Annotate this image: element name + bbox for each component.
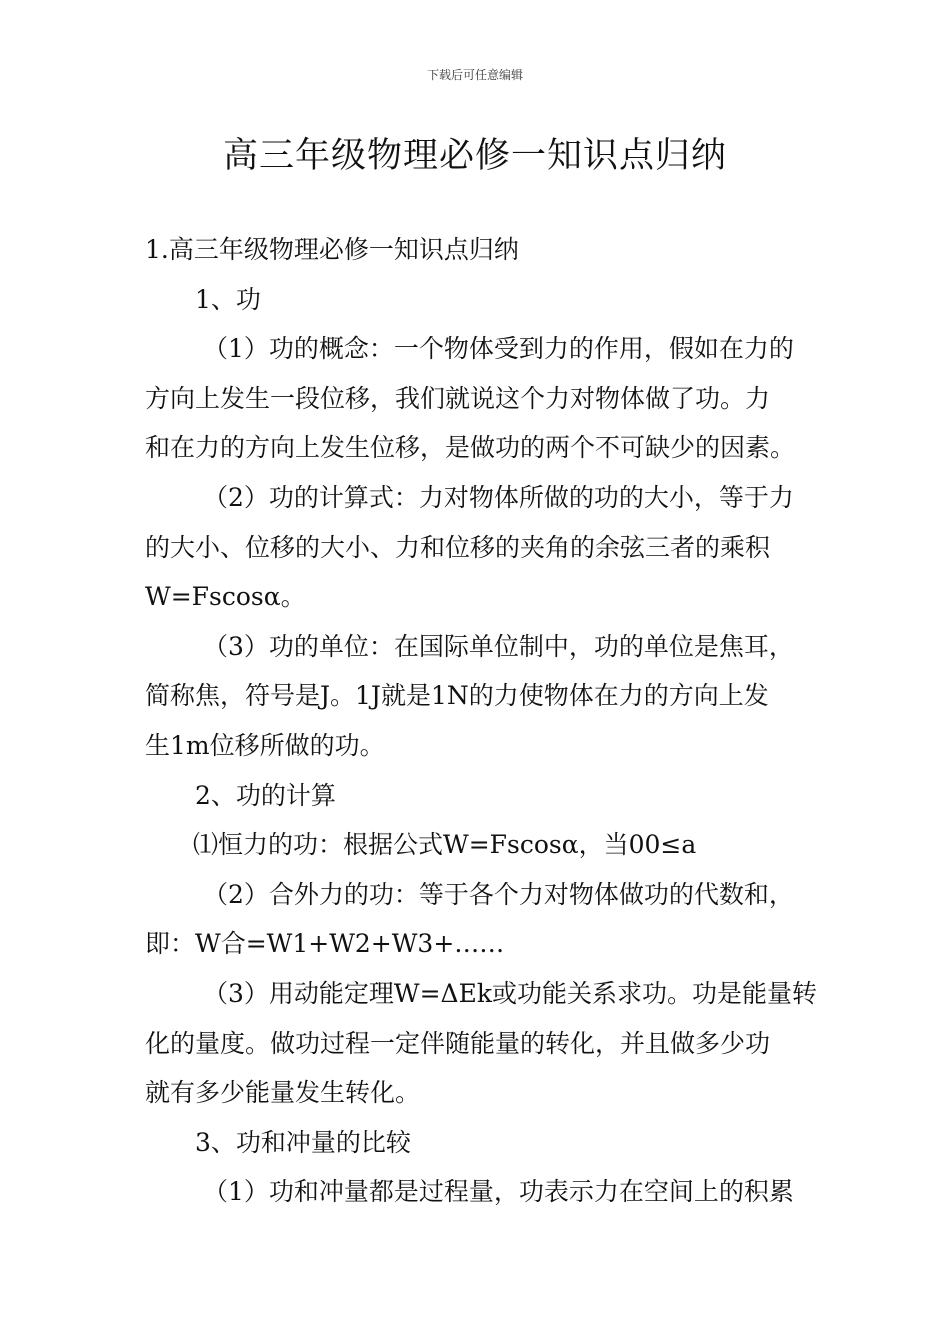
paragraph-line: 生1m位移所做的功。 <box>145 730 385 760</box>
document-title: 高三年级物理必修一知识点归纳 <box>222 136 727 176</box>
document-body <box>145 225 818 1217</box>
subsection-heading: 3、功和冲量的比较 <box>195 1127 411 1157</box>
formula-line: W=Fscosα。 <box>145 582 306 612</box>
paragraph-line: （1）功和冲量都是过程量，功表示力在空间上的积累 <box>203 1177 794 1207</box>
subsection-heading: 1、功 <box>195 284 261 314</box>
formula-line: 即：W合=W1+W2+W3+…… <box>145 929 505 959</box>
paragraph-line: （2）功的计算式：力对物体所做的功的大小，等于力 <box>203 482 794 512</box>
paragraph-line: 就有多少能量发生转化。 <box>145 1078 421 1108</box>
header-note: 下载后可任意编辑 <box>426 68 523 82</box>
paragraph-line: （3）功的单位：在国际单位制中，功的单位是焦耳， <box>203 631 794 661</box>
paragraph-line: 和在力的方向上发生位移，是做功的两个不可缺少的因素。 <box>145 433 796 463</box>
paragraph-line: ⑴恒力的功：根据公式W=Fscosα，当00≤a <box>193 830 697 860</box>
subsection-heading: 2、功的计算 <box>195 780 336 810</box>
paragraph-line: 化的量度。做功过程一定伴随能量的转化，并且做多少功 <box>145 1028 771 1058</box>
paragraph-line: （2）合外力的功：等于各个力对物体做功的代数和， <box>203 879 794 909</box>
paragraph-line: 的大小、位移的大小、力和位移的夹角的余弦三者的乘积 <box>145 532 771 562</box>
paragraph-line: （1）功的概念：一个物体受到力的作用，假如在力的 <box>203 334 794 364</box>
paragraph-line: 简称焦，符号是J。1J就是1N的力使物体在力的方向上发 <box>145 681 769 711</box>
paragraph-line: 方向上发生一段位移，我们就说这个力对物体做了功。力 <box>145 383 771 413</box>
paragraph-line: （3）用动能定理W=ΔEk或功能关系求功。功是能量转 <box>203 978 818 1008</box>
section-heading: 1.高三年级物理必修一知识点归纳 <box>145 235 519 264</box>
